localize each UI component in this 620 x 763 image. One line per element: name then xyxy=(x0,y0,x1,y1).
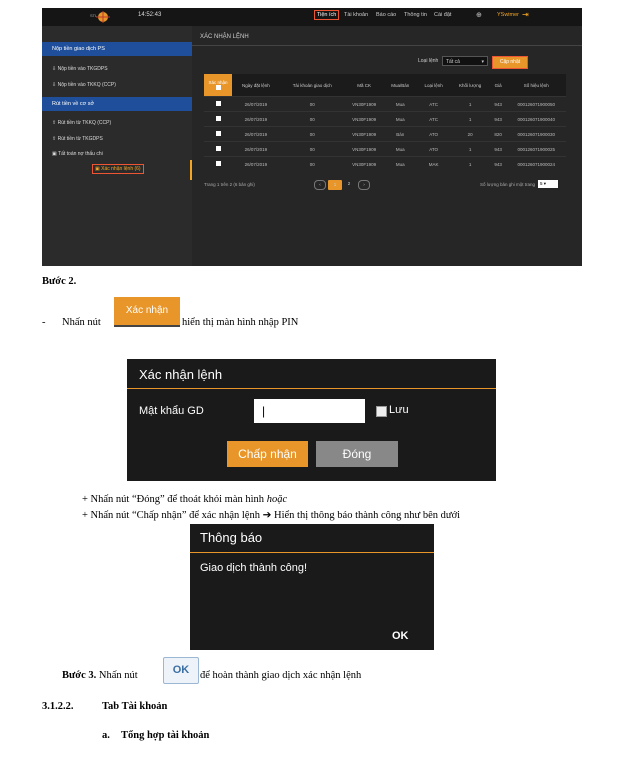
table-cell: 26/07/2019 xyxy=(232,127,280,142)
page-1-button[interactable]: 1 xyxy=(328,180,342,190)
order-type-label: Loại lệnh xyxy=(418,58,439,64)
step-2-press-text: Nhấn nút xyxy=(62,317,101,328)
sidebar-item-deposit-ccp[interactable]: ⇩ Nộp tiền vào TKKQ (CCP) xyxy=(52,82,116,88)
col-confirm[interactable] xyxy=(204,74,232,97)
subsection-title: Tổng hợp tài khoản xyxy=(121,730,210,741)
sidebar-item-label: Nộp tiền vào TKGDPS xyxy=(57,66,108,72)
remember-checkbox[interactable] xyxy=(376,406,387,417)
col-quantity: Khối lượng xyxy=(450,74,489,97)
panel-title: XÁC NHẬN LỆNH xyxy=(200,34,249,40)
note-or: hoặc xyxy=(266,494,288,505)
sidebar-item-label: Rút tiền từ TKKQ (CCP) xyxy=(57,120,112,126)
password-label: Mật khẩu GD xyxy=(139,405,204,417)
rows-per-page-value: 5 xyxy=(540,181,543,186)
note-close xyxy=(82,494,287,505)
update-button[interactable]: Cập nhật xyxy=(492,56,528,69)
rows-per-page-label: Số lượng bản ghi một trang xyxy=(480,182,535,187)
title-underline xyxy=(190,552,434,553)
notification-dialog xyxy=(190,524,434,650)
divider xyxy=(192,45,582,46)
table-cell: 1 xyxy=(450,142,489,157)
table-cell: 1 xyxy=(450,157,489,172)
sidebar-item-label: Rút tiền từ TKGDPS xyxy=(57,136,103,142)
table-header-row xyxy=(204,74,566,97)
nav-bao-cao[interactable]: Báo cáo xyxy=(376,12,397,18)
order-type-value: Tất cả xyxy=(446,59,460,65)
sidebar-item-label: Xác nhận lệnh (6) xyxy=(101,166,141,172)
table-cell: 20 xyxy=(450,127,489,142)
sidebar-item-overdraft[interactable]: ▣ Tất toán nợ thấu chi xyxy=(52,151,103,157)
table-cell: 943 xyxy=(490,157,507,172)
table-cell: VN30F1909 xyxy=(345,142,384,157)
table-cell: 943 xyxy=(490,112,507,127)
table-cell: 943 xyxy=(490,97,507,112)
table-cell: 00 xyxy=(280,127,345,142)
sidebar-item-label: Nộp tiền vào TKKQ (CCP) xyxy=(57,82,116,88)
table-cell: 00 xyxy=(280,112,345,127)
password-input[interactable]: | xyxy=(254,399,365,423)
ok-button[interactable]: OK xyxy=(392,630,409,642)
table-row[interactable] xyxy=(204,97,566,112)
table-cell: 000126071900025 xyxy=(506,142,566,157)
step-3-text xyxy=(62,670,138,681)
note-accept: + Nhấn nút “Chấp nhận” để xác nhận lệnh ➔ Hiển thị thông báo thành công như bên dưới xyxy=(82,510,461,521)
prev-page-icon[interactable]: ‹ xyxy=(314,180,326,190)
col-order-type: Loại lệnh xyxy=(417,74,451,97)
table-cell: 26/07/2019 xyxy=(232,157,280,172)
table-cell: 820 xyxy=(490,127,507,142)
table-cell: ATC xyxy=(417,112,451,127)
table-cell: 26/07/2019 xyxy=(232,142,280,157)
row-checkbox[interactable] xyxy=(216,131,221,136)
table-cell: 000126071900030 xyxy=(506,127,566,142)
table-cell: Bán xyxy=(384,127,417,142)
row-checkbox-cell[interactable] xyxy=(204,127,232,142)
pin-dialog-title: Xác nhận lệnh xyxy=(139,367,223,382)
table-cell: 26/07/2019 xyxy=(232,97,280,112)
section-number: 3.1.2.2. xyxy=(42,701,74,712)
table-cell: ATO xyxy=(417,127,451,142)
logo-text: STL xyxy=(90,13,98,18)
notification-title: Thông báo xyxy=(200,530,263,545)
table-cell: Mua xyxy=(384,112,417,127)
table-row[interactable] xyxy=(204,142,566,157)
row-checkbox[interactable] xyxy=(216,161,221,166)
table-cell: 00 xyxy=(280,157,345,172)
sidebar-section-deposit[interactable]: Nộp tiền giao dịch PS xyxy=(42,42,192,56)
table-cell: ATC xyxy=(417,97,451,112)
table-row[interactable] xyxy=(204,112,566,127)
next-page-icon[interactable]: › xyxy=(358,180,370,190)
row-checkbox-cell[interactable] xyxy=(204,142,232,157)
col-order-date: Ngày đặt lệnh xyxy=(232,74,280,97)
col-order-id: Số hiệu lệnh xyxy=(506,74,566,97)
row-checkbox-cell[interactable] xyxy=(204,112,232,127)
section-title: Tab Tài khoản xyxy=(102,701,168,712)
table-cell: 1 xyxy=(450,112,489,127)
nav-tien-ich[interactable]: Tiện ích xyxy=(314,10,339,20)
row-checkbox[interactable] xyxy=(216,116,221,121)
globe-icon[interactable]: ⊕ xyxy=(476,12,482,19)
table-cell: VN30F1909 xyxy=(345,97,384,112)
page-2-button[interactable]: 2 xyxy=(347,181,351,186)
row-checkbox[interactable] xyxy=(216,101,221,106)
col-confirm-label: Xác nhận xyxy=(208,79,228,85)
sidebar-item-deposit-ps[interactable]: ⇩ Nộp tiền vào TKGDPS xyxy=(52,66,108,72)
col-side: Mua/Bán xyxy=(384,74,417,97)
accept-button[interactable]: Chấp nhận xyxy=(227,441,308,467)
table-cell: MAK xyxy=(417,157,451,172)
order-type-select[interactable] xyxy=(442,56,488,66)
logout-icon[interactable]: ⇥ xyxy=(522,10,529,19)
table-cell: Mua xyxy=(384,97,417,112)
table-cell: 000126071900024 xyxy=(506,157,566,172)
table-cell: 00 xyxy=(280,97,345,112)
table-cell: ATO xyxy=(417,142,451,157)
main-panel xyxy=(192,26,582,266)
row-checkbox[interactable] xyxy=(216,146,221,151)
title-underline xyxy=(127,388,496,389)
table-cell: 1 xyxy=(450,97,489,112)
rows-per-page-select[interactable]: 5 ▾ xyxy=(538,180,558,188)
close-button[interactable]: Đóng xyxy=(316,441,398,467)
col-symbol: Mã CK xyxy=(345,74,384,97)
notification-message: Giao dịch thành công! xyxy=(200,562,308,574)
subsection-letter: a. xyxy=(102,730,110,741)
table-cell: 00 xyxy=(280,142,345,157)
sidebar xyxy=(42,26,192,266)
table-cell: Mua xyxy=(384,157,417,172)
row-checkbox-cell[interactable] xyxy=(204,157,232,172)
pager-summary: Trang 1 trên 2 (6 bản ghi) xyxy=(204,182,255,187)
step-2-label: Bước 2. xyxy=(42,276,77,287)
select-all-checkbox[interactable] xyxy=(216,85,221,90)
table-cell: 26/07/2019 xyxy=(232,112,280,127)
table-cell: Mua xyxy=(384,142,417,157)
note-close-text: + Nhấn nút “Đóng” để thoát khỏi màn hình xyxy=(82,494,267,505)
row-checkbox-cell[interactable] xyxy=(204,97,232,112)
col-account: Tài khoản giao dịch xyxy=(280,74,345,97)
bullet: - xyxy=(42,317,46,328)
table-cell: VN30F1909 xyxy=(345,112,384,127)
sidebar-item-confirm-orders[interactable]: ▣ Xác nhận lệnh (6) xyxy=(92,164,144,174)
confirm-button-illustration: Xác nhận xyxy=(114,297,180,327)
orders-table xyxy=(204,74,566,171)
step-2-suffix: hiển thị màn hình nhập PIN xyxy=(182,317,299,328)
pin-dialog xyxy=(127,359,496,481)
sidebar-item-withdraw-ps[interactable]: ⇧ Rút tiền từ TKGDPS xyxy=(52,136,103,142)
remember-label: Lưu xyxy=(389,404,409,416)
chevron-down-icon: ▾ xyxy=(481,59,484,65)
confirm-orders-screenshot xyxy=(42,8,582,266)
table-cell: 000126071900050 xyxy=(506,97,566,112)
nav-cai-dat[interactable]: Cài đặt xyxy=(434,12,452,18)
table-row[interactable] xyxy=(204,157,566,172)
table-cell: 943 xyxy=(490,142,507,157)
table-row[interactable] xyxy=(204,127,566,142)
nav-thong-tin[interactable]: Thông tin xyxy=(404,12,427,18)
ok-button-illustration: OK xyxy=(163,657,199,684)
step-3-label: Bước 3. xyxy=(62,670,97,681)
sidebar-section-withdraw[interactable]: Rút tiền về cơ sở xyxy=(42,97,192,111)
step-3-suffix: để hoàn thành giao dịch xác nhận lệnh xyxy=(200,670,362,681)
sidebar-item-label: Tất toán nợ thấu chi xyxy=(58,151,103,157)
top-bar xyxy=(42,8,582,26)
table-cell: VN30F1909 xyxy=(345,127,384,142)
col-price: Giá xyxy=(490,74,507,97)
table-cell: VN30F1909 xyxy=(345,157,384,172)
user-name[interactable]: YSwimer xyxy=(497,12,520,18)
step-3-press-text: Nhấn nút xyxy=(98,670,138,681)
clock: 14:52:43 xyxy=(138,12,162,18)
sidebar-item-withdraw-ccp[interactable]: ⇧ Rút tiền từ TKKQ (CCP) xyxy=(52,120,112,126)
table-cell: 000126071900040 xyxy=(506,112,566,127)
nav-tai-khoan[interactable]: Tài khoản xyxy=(344,12,369,18)
